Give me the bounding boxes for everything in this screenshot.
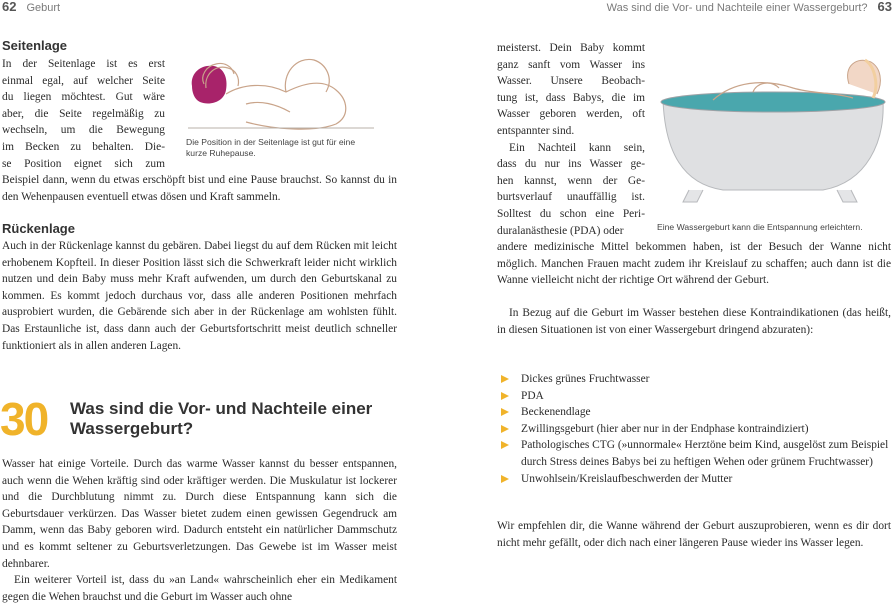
- list-item-text: Beckenendlage: [521, 406, 591, 419]
- text-line: du liegen möchtest. Gut wäre: [2, 91, 165, 104]
- heading-rueckenlage: Rückenlage: [2, 221, 75, 236]
- list-item-text: PDA: [521, 389, 544, 402]
- text-line: Solltest du schon eine Peri-: [497, 207, 645, 220]
- list-item: [499, 421, 894, 438]
- list-item-text: Dickes grünes Fruchtwasser: [521, 373, 650, 385]
- body-paragraph-2: Ein weiterer Vorteil ist, dass du »an Land« wahrscheinlich eher ein Medikament gegen die Wehen brauchst und die Geburt im Wasser auch ohne: [2, 574, 397, 603]
- list-item-text: Unwohlsein/Kreislaufbeschwerden der Mutter: [521, 472, 733, 485]
- bullet-triangle-icon: [501, 408, 509, 416]
- right-running-head: [607, 0, 892, 15]
- list-item: [499, 437, 894, 470]
- caption-seitenlage: Die Position in der Seitenlage ist gut für eine kurze Ruhepause.: [186, 137, 356, 158]
- list-item: [499, 388, 894, 405]
- bullet-triangle-icon: [501, 375, 509, 383]
- closing-paragraph: Wir empfehlen dir, die Wanne während der Geburt auszuprobieren, wenn es dir dort nicht mehr gefällt, oder dich nach einer längeren Pause wieder ins Wasser legen.: [497, 520, 891, 549]
- text-line: wechseln, um die Bewegung: [2, 124, 165, 137]
- text-line: ganz sanft vom Wasser ins: [497, 58, 645, 71]
- list-item: [499, 371, 894, 388]
- text-line: meisterst. Dein Baby kommt: [497, 42, 645, 54]
- text-line: se Position eignet sich zum: [2, 157, 165, 170]
- bullet-triangle-icon: [501, 441, 509, 449]
- right-narrow-text: [497, 40, 645, 239]
- bathtub-woman-illustration: [653, 52, 891, 220]
- right-wide-text: andere medizinische Mittel bekommen haben, ist der Besuch der Wanne nicht möglich. Manchen Frauen macht zudem ihr Kreislauf zu schaffen; auch dann ist die Wanne vielleicht nicht der richtige Ort während der Geburt.: [497, 241, 891, 287]
- page-number-right: 63: [877, 0, 892, 14]
- running-head-left: Geburt: [26, 2, 61, 14]
- text-line: burtsverlauf unauffällig ist.: [497, 191, 645, 204]
- rueckenlage-text: Auch in der Rückenlage kannst du gebären. Dabei liegst du auf dem Rücken mit leicht erhobenem Kopfteil. In dieser Position lässt sich die Schwerkraft leider nicht wirklich nutzen und dein Baby muss mehr Kraft aufwenden, um durch den Geburtskanal zu kommen. Es kommt jedoch durchaus vor, dass alle anderen Positionen mehrfach ausprobiert wurden, die Gebärende sich aber in der Rückenlage am wohlsten fühlt. Das Erstaunliche ist, dass dann auch der Geburtsfortschritt meist deutlich schneller funktioniert als in allen anderen Lagen.: [2, 240, 397, 352]
- list-item: [499, 471, 894, 488]
- bullet-triangle-icon: [501, 392, 509, 400]
- list-item-text: Pathologisches CTG (»unnormale« Herztöne beim Kind, ausgelöst zum Beispiel durch Stress deines Babys bei zu heftigen Wehen oder grünem Fruchtwasser): [521, 439, 889, 468]
- left-running-head: [2, 0, 60, 15]
- text-line: Ein Nachteil kann sein,: [509, 141, 645, 154]
- question-title: [70, 399, 372, 439]
- running-head-right: Was sind die Vor- und Nachteile einer Wassergeburt?: [606, 2, 868, 14]
- list-item-text: Zwillingsgeburt (hier aber nur in der Endphase kontraindiziert): [521, 422, 809, 435]
- text-line: im Becken zu behalten. Die-: [2, 140, 165, 153]
- question-number: 30: [0, 393, 48, 445]
- text-line: aber, die Seite regelmäßig zu: [2, 107, 165, 120]
- seitenlage-wide-text: Beispiel dann, wenn du etwas erschöpft bist und eine Pause brauchst. So kannst du in den Wehenpausen eventuell etwas dösen und Kraft sammeln.: [2, 174, 397, 203]
- text-line: dass du nur ins Wasser ge-: [497, 158, 645, 171]
- side-lying-woman-illustration: [186, 34, 376, 134]
- caption-wassergeburt: Eine Wassergeburt kann die Entspannung erleichtern.: [657, 222, 863, 232]
- bullet-triangle-icon: [501, 425, 509, 433]
- contraindication-list: [499, 371, 894, 487]
- text-line: tung ist, dass Babys, die im: [497, 91, 645, 104]
- bullet-triangle-icon: [501, 475, 509, 483]
- text-line: duralanästhesie (PDA) oder: [497, 224, 624, 237]
- body-paragraph-1: Wasser hat einige Vorteile. Durch das warme Wasser kannst du besser entspannen, auch wenn die Wehen kräftig sind oder kräftiger werden. Die Muskulatur ist lockerer und die Durchblutung nimmt zu. Durch diese Entspannung kann sich die Geburtsdauer verkürzen. Das Wasser bietet zudem einen gewissen Gegendruck am Damm, wenn das Baby geboren wird. Dadurch entsteht ein natürlicher Dammschutz und es kommt seltener zu Geburtsverletzungen. Das Gewebe ist im Wasser meist dehnbarer.: [2, 458, 397, 570]
- text-line: entspannter sind.: [497, 124, 575, 137]
- text-line: Wasser geboren werden, oft: [497, 108, 645, 121]
- list-item: [499, 404, 894, 421]
- text-line: Wasser. Unsere Beobach-: [497, 75, 645, 88]
- left-page: [0, 0, 447, 602]
- text-line: In der Seitenlage ist es erst: [2, 58, 165, 70]
- heading-seitenlage: Seitenlage: [2, 38, 68, 53]
- question-title-line2: Wassergeburt?: [70, 419, 194, 438]
- right-page: [447, 0, 894, 602]
- page-number-left: 62: [2, 0, 17, 14]
- seitenlage-narrow-text: [2, 56, 165, 172]
- contraindication-intro: In Bezug auf die Geburt im Wasser bestehen diese Kontraindikationen (das heißt, in diesen Situationen ist von einer Wassergeburt dringend abzuraten):: [497, 307, 891, 336]
- text-line: hen kannst, wenn der Ge-: [497, 174, 645, 187]
- question-title-line1: Was sind die Vor- und Nachteile einer: [70, 399, 373, 418]
- text-line: einmal egal, auf welcher Seite: [2, 74, 165, 87]
